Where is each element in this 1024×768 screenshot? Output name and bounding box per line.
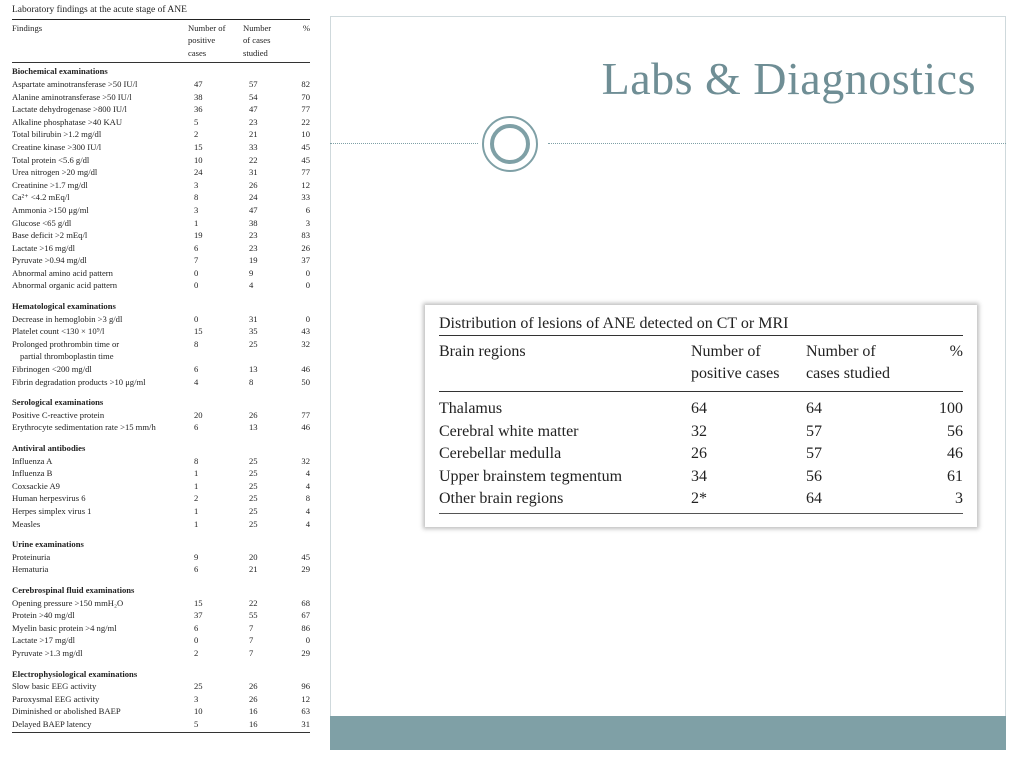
positive-cases-cell: 1	[194, 480, 199, 491]
brain-table-caption: Distribution of lesions of ANE detected on CT or MRI	[439, 315, 789, 332]
table-row	[12, 609, 310, 622]
finding-cell: Influenza A	[12, 455, 53, 466]
finding-cell: Ammonia >150 μg/ml	[12, 204, 89, 215]
finding-cell: Measles	[12, 518, 41, 529]
percent-cell: 0	[305, 267, 310, 278]
table-row	[12, 376, 310, 389]
table-row	[12, 78, 310, 91]
table-row	[12, 363, 310, 376]
cases-studied-cell: 8	[249, 376, 254, 387]
percent-cell: 26	[301, 242, 310, 253]
brain-table-bottom-rule	[439, 513, 963, 514]
positive-cases-cell: 10	[194, 154, 203, 165]
table-bottom-rule	[12, 732, 310, 733]
percent-cell: 61	[947, 467, 963, 485]
brain-lesion-table	[439, 313, 963, 514]
finding-cell: Pyruvate >0.94 mg/dl	[12, 255, 87, 266]
positive-cases-cell	[196, 350, 251, 363]
table-row	[12, 141, 310, 154]
cases-studied-cell: 7	[249, 647, 254, 658]
percent-cell: 46	[301, 422, 310, 433]
table-row	[12, 191, 310, 204]
positive-cases-cell: 0	[194, 280, 199, 291]
finding-cell: Coxsackie A9	[12, 480, 60, 491]
positive-cases-cell: 24	[194, 167, 203, 178]
table-row	[12, 551, 310, 564]
table-row	[439, 421, 963, 444]
positive-cases-cell: 8	[194, 192, 199, 203]
finding-cell: Lactate dehydrogenase >800 IU/l	[12, 104, 127, 115]
positive-cases-cell: 3	[194, 693, 199, 704]
positive-cases-cell: 20	[194, 409, 203, 420]
table-row	[12, 254, 310, 267]
cases-studied-cell: 19	[249, 255, 258, 266]
table-row	[12, 217, 310, 230]
percent-cell: 0	[305, 280, 310, 291]
positive-cases-cell: 6	[194, 622, 199, 633]
percent-cell: 6	[305, 204, 310, 215]
cases-studied-cell: 31	[249, 313, 258, 324]
finding-cell: partial thromboplastin time	[20, 351, 114, 362]
section-title: Urine examinations	[12, 539, 84, 550]
percent-cell: 70	[301, 91, 310, 102]
percent-cell: 86	[301, 622, 310, 633]
positive-cases-cell: 64	[691, 400, 707, 417]
percent-cell: 46	[301, 364, 310, 375]
percent-cell: 96	[301, 681, 310, 692]
section-title: Hematological examinations	[12, 301, 116, 312]
table-row	[439, 488, 963, 511]
positive-cases-cell: 0	[194, 267, 199, 278]
table-row	[12, 242, 310, 255]
table-row	[12, 421, 310, 434]
cases-studied-cell: 23	[249, 242, 258, 253]
header-cases-studied: Number of cases studied	[243, 22, 272, 58]
percent-cell: 63	[301, 706, 310, 717]
percent-cell: 4	[305, 468, 310, 479]
lab-table-body	[12, 65, 310, 730]
percent-cell	[296, 350, 318, 363]
cases-studied-cell: 25	[249, 468, 258, 479]
finding-cell: Proteinuria	[12, 551, 51, 562]
positive-cases-cell: 2	[194, 493, 199, 504]
cases-studied-cell: 25	[249, 338, 258, 349]
percent-cell: 77	[301, 409, 310, 420]
positive-cases-cell: 19	[194, 230, 203, 241]
header-findings: Findings	[12, 22, 43, 33]
finding-cell: Ca²⁺ <4.2 mEq/l	[12, 192, 70, 203]
table-row	[439, 443, 963, 466]
cases-studied-cell: 56	[806, 467, 822, 485]
positive-cases-cell: 0	[194, 313, 199, 324]
cases-studied-cell: 4	[249, 280, 254, 291]
percent-cell: 37	[301, 255, 310, 266]
percent-cell: 29	[301, 647, 310, 658]
percent-cell: 83	[301, 230, 310, 241]
percent-cell: 4	[305, 505, 310, 516]
finding-cell: Fibrin degradation products >10 μg/ml	[12, 376, 146, 387]
cases-studied-cell	[251, 350, 296, 363]
slide-title: Labs & Diagnostics	[601, 53, 976, 104]
table-row	[12, 204, 310, 217]
positive-cases-cell: 1	[194, 518, 199, 529]
table-row	[12, 563, 310, 576]
cases-studied-cell: 25	[249, 518, 258, 529]
brain-region-cell: Cerebral white matter	[439, 422, 579, 440]
percent-cell: 56	[947, 422, 963, 440]
percent-cell: 0	[305, 635, 310, 646]
finding-cell: Delayed BAEP latency	[12, 718, 92, 729]
table-row	[12, 492, 310, 505]
percent-cell: 67	[301, 610, 310, 621]
finding-cell: Creatine kinase >300 IU/l	[12, 141, 102, 152]
percent-cell: 22	[301, 116, 310, 127]
finding-cell: Abnormal amino acid pattern	[12, 267, 113, 278]
brain-region-cell: Other brain regions	[439, 490, 564, 507]
footer-band	[330, 716, 1006, 750]
finding-cell: Total protein <5.6 g/dl	[12, 154, 90, 165]
table-row	[12, 229, 310, 242]
finding-cell: Lactate >16 mg/dl	[12, 242, 76, 253]
positive-cases-cell: 32	[691, 422, 707, 440]
table-row	[12, 325, 310, 338]
header-positive-cases: Number of positive cases	[188, 22, 226, 58]
table-row	[12, 634, 310, 647]
percent-cell: 45	[301, 141, 310, 152]
positive-cases-cell: 8	[194, 455, 199, 466]
percent-cell: 29	[301, 564, 310, 575]
cases-studied-cell: 54	[249, 91, 258, 102]
cases-studied-cell: 33	[249, 141, 258, 152]
table-row	[12, 518, 310, 531]
table-row	[12, 597, 310, 610]
header-positive-cases: Number of positive cases	[691, 343, 780, 382]
percent-cell: 8	[305, 493, 310, 504]
finding-cell: Lactate >17 mg/dl	[12, 635, 76, 646]
section-title: Cerebrospinal fluid examinations	[12, 584, 135, 595]
table-row	[12, 467, 310, 480]
positive-cases-cell: 47	[194, 78, 203, 89]
cases-studied-cell: 57	[806, 445, 822, 462]
table-row	[12, 103, 310, 116]
positive-cases-cell: 15	[194, 326, 203, 337]
table-row	[12, 480, 310, 493]
cases-studied-cell: 25	[249, 480, 258, 491]
table-row	[12, 128, 310, 141]
cases-studied-cell: 7	[249, 635, 254, 646]
percent-cell: 100	[939, 400, 963, 417]
positive-cases-cell: 15	[194, 597, 203, 608]
cases-studied-cell: 47	[249, 204, 258, 215]
cases-studied-cell: 13	[249, 422, 258, 433]
cases-studied-cell: 23	[249, 230, 258, 241]
cases-studied-cell: 47	[249, 104, 258, 115]
title-divider-right	[548, 143, 1006, 144]
finding-cell: Opening pressure >150 mmH₂O	[12, 597, 124, 608]
cases-studied-cell: 7	[249, 622, 254, 633]
header-rule	[12, 62, 310, 63]
cases-studied-cell: 21	[249, 564, 258, 575]
finding-cell: Erythrocyte sedimentation rate >15 mm/h	[12, 422, 156, 433]
percent-cell: 77	[301, 167, 310, 178]
positive-cases-cell: 10	[194, 706, 203, 717]
cases-studied-cell: 25	[249, 505, 258, 516]
cases-studied-cell: 57	[806, 422, 822, 440]
percent-cell: 77	[301, 104, 310, 115]
section-title: Serological examinations	[12, 397, 104, 408]
percent-cell: 0	[305, 313, 310, 324]
finding-cell: Creatinine >1.7 mg/dl	[12, 179, 88, 190]
percent-cell: 4	[305, 518, 310, 529]
percent-cell: 10	[301, 129, 310, 140]
table-row	[12, 680, 310, 693]
positive-cases-cell: 38	[194, 91, 203, 102]
positive-cases-cell: 25	[194, 681, 203, 692]
table-row	[12, 279, 310, 292]
percent-cell: 46	[947, 445, 963, 462]
finding-cell: Influenza B	[12, 468, 53, 479]
table-row	[12, 313, 310, 326]
positive-cases-cell: 6	[194, 364, 199, 375]
header-percent: %	[949, 343, 963, 360]
percent-cell: 68	[301, 597, 310, 608]
finding-cell: Diminished or abolished BAEP	[12, 706, 121, 717]
finding-cell: Pyruvate >1.3 mg/dl	[12, 647, 83, 658]
positive-cases-cell: 37	[194, 610, 203, 621]
header-percent: %	[302, 22, 310, 33]
finding-cell: Paroxysmal EEG activity	[12, 693, 100, 704]
cases-studied-cell: 25	[249, 455, 258, 466]
cases-studied-cell: 64	[806, 490, 822, 507]
cases-studied-cell: 25	[249, 493, 258, 504]
brain-region-cell: Thalamus	[439, 400, 503, 417]
cases-studied-cell: 22	[249, 597, 258, 608]
cases-studied-cell: 24	[249, 192, 258, 203]
brain-lesion-table-card	[425, 305, 977, 527]
table-row	[12, 91, 310, 104]
positive-cases-cell: 1	[194, 468, 199, 479]
cases-studied-cell: 31	[249, 167, 258, 178]
percent-cell: 12	[301, 693, 310, 704]
cases-studied-cell: 26	[249, 693, 258, 704]
table-row	[439, 398, 963, 421]
finding-cell: Alanine aminotransferase >50 IU/l	[12, 91, 132, 102]
positive-cases-cell: 0	[194, 635, 199, 646]
cases-studied-cell: 22	[249, 154, 258, 165]
section-title: Antiviral antibodies	[12, 443, 86, 453]
cases-studied-cell: 35	[249, 326, 258, 337]
positive-cases-cell: 6	[194, 564, 199, 575]
cases-studied-cell: 26	[249, 681, 258, 692]
cases-studied-cell: 23	[249, 116, 258, 127]
positive-cases-cell: 8	[194, 338, 199, 349]
table-row	[439, 466, 963, 489]
cases-studied-cell: 16	[249, 718, 258, 729]
section-title: Electrophysiological examinations	[12, 668, 138, 679]
percent-cell: 82	[301, 78, 310, 89]
lab-findings-table	[12, 4, 310, 733]
finding-cell: Aspartate aminotransferase >50 IU/l	[12, 78, 138, 89]
finding-cell: Total bilirubin >1.2 mg/dl	[12, 129, 102, 140]
percent-cell: 50	[301, 376, 310, 387]
table-row	[12, 166, 310, 179]
finding-cell: Myelin basic protein >4 ng/ml	[12, 622, 117, 633]
positive-cases-cell: 1	[194, 505, 199, 516]
finding-cell: Herpes simplex virus 1	[12, 505, 92, 516]
positive-cases-cell: 1	[194, 217, 199, 228]
positive-cases-cell: 4	[194, 376, 199, 387]
positive-cases-cell: 15	[194, 141, 203, 152]
cases-studied-cell: 38	[249, 217, 258, 228]
positive-cases-cell: 34	[691, 467, 707, 485]
finding-cell: Protein >40 mg/dl	[12, 610, 75, 621]
positive-cases-cell: 2	[194, 129, 199, 140]
finding-cell: Abnormal organic acid pattern	[12, 280, 118, 291]
table-row	[12, 179, 310, 192]
table-row	[12, 154, 310, 167]
finding-cell: Urea nitrogen >20 mg/dl	[12, 167, 98, 178]
cases-studied-cell: 26	[249, 179, 258, 190]
cases-studied-cell: 20	[249, 551, 258, 562]
cases-studied-cell: 13	[249, 364, 258, 375]
table-row	[12, 350, 310, 363]
table-row	[12, 705, 310, 718]
lab-table-header	[12, 20, 310, 63]
table-row	[12, 455, 310, 468]
finding-cell: Platelet count <130 × 10⁹/l	[12, 326, 105, 337]
table-row	[12, 647, 310, 660]
table-row	[12, 718, 310, 731]
table-row	[12, 409, 310, 422]
positive-cases-cell: 6	[194, 422, 199, 433]
finding-cell: Human herpesvirus 6	[12, 493, 86, 504]
percent-cell: 12	[301, 179, 310, 190]
percent-cell: 32	[301, 338, 310, 349]
brain-table-body	[439, 392, 963, 511]
finding-cell: Alkaline phosphatase >40 KAU	[12, 116, 123, 127]
positive-cases-cell: 9	[194, 551, 199, 562]
finding-cell: Prolonged prothrombin time or	[12, 338, 120, 349]
positive-cases-cell: 36	[194, 104, 203, 115]
cases-studied-cell: 26	[249, 409, 258, 420]
circle-ornament-icon	[482, 116, 538, 172]
cases-studied-cell: 16	[249, 706, 258, 717]
table-row	[12, 622, 310, 635]
finding-cell: Base deficit >2 mEq/l	[12, 230, 88, 241]
positive-cases-cell: 7	[194, 255, 199, 266]
table-row	[12, 338, 310, 351]
percent-cell: 33	[301, 192, 310, 203]
positive-cases-cell: 2	[194, 647, 199, 658]
cases-studied-cell: 57	[249, 78, 258, 89]
finding-cell: Positive C-reactive protein	[12, 409, 105, 420]
positive-cases-cell: 5	[194, 116, 199, 127]
lab-table-caption: Laboratory findings at the acute stage of ANE	[12, 5, 187, 15]
percent-cell: 32	[301, 455, 310, 466]
header-cases-studied: Number of cases studied	[806, 343, 890, 382]
table-row	[12, 116, 310, 129]
percent-cell: 43	[301, 326, 310, 337]
percent-cell: 31	[301, 718, 310, 729]
header-brain-regions: Brain regions	[439, 343, 526, 360]
positive-cases-cell: 26	[691, 445, 707, 462]
percent-cell: 45	[301, 154, 310, 165]
finding-cell: Decrease in hemoglobin >3 g/dl	[12, 313, 123, 324]
section-title: Biochemical examinations	[12, 66, 108, 77]
finding-cell: Slow basic EEG activity	[12, 681, 97, 692]
positive-cases-cell: 6	[194, 242, 199, 253]
table-row	[12, 505, 310, 518]
title-divider-left	[330, 143, 478, 144]
cases-studied-cell: 21	[249, 129, 258, 140]
percent-cell: 3	[955, 490, 963, 507]
positive-cases-cell: 3	[194, 204, 199, 215]
positive-cases-cell: 5	[194, 718, 199, 729]
cases-studied-cell: 9	[249, 267, 254, 278]
finding-cell: Hematuria	[12, 564, 49, 575]
brain-region-cell: Upper brainstem tegmentum	[439, 467, 623, 485]
percent-cell: 45	[301, 551, 310, 562]
percent-cell: 4	[305, 480, 310, 491]
positive-cases-cell: 2*	[691, 490, 707, 507]
cases-studied-cell: 64	[806, 400, 822, 417]
finding-cell: Glucose <65 g/dl	[12, 217, 72, 228]
brain-table-header	[439, 336, 963, 391]
percent-cell: 3	[305, 217, 310, 228]
brain-region-cell: Cerebellar medulla	[439, 445, 562, 462]
finding-cell: Fibrinogen <200 mg/dl	[12, 364, 92, 375]
table-row	[12, 267, 310, 280]
positive-cases-cell: 3	[194, 179, 199, 190]
cases-studied-cell: 55	[249, 610, 258, 621]
table-row	[12, 693, 310, 706]
